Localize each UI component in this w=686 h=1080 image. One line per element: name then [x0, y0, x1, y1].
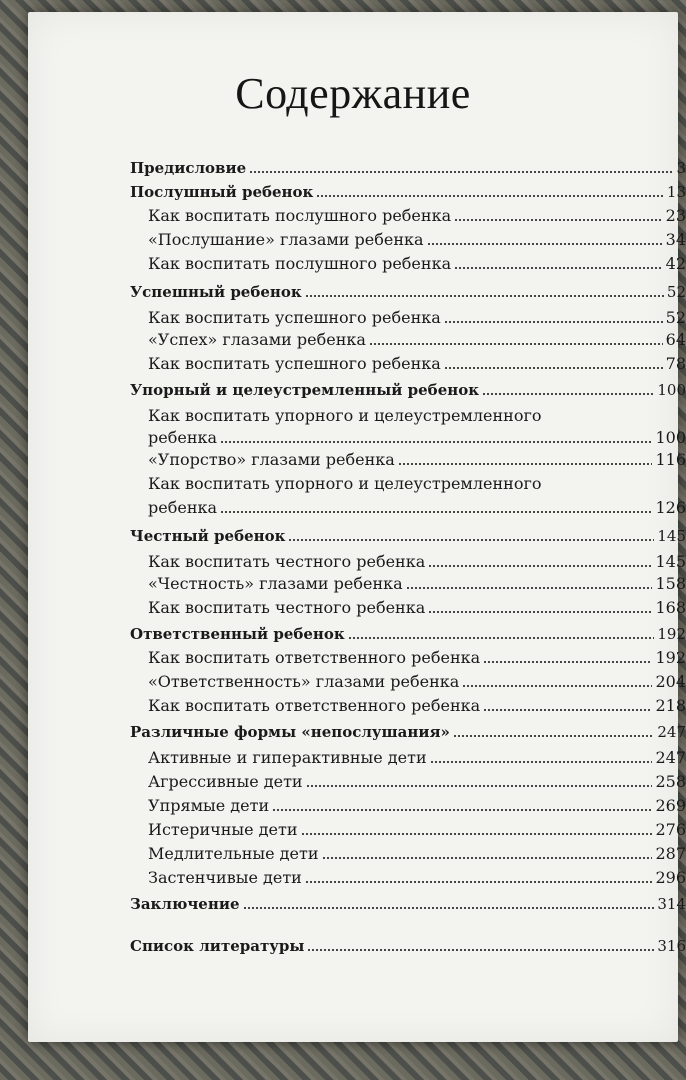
toc-leader-dots: [348, 637, 655, 639]
toc-leader-dots: [301, 833, 653, 835]
toc-page-number: 192: [655, 648, 686, 667]
toc-chapter-row: [130, 892, 686, 914]
toc-entry-label: «Ответственность» глазами ребенка: [148, 672, 460, 691]
toc-entry-label: ребенка: [148, 428, 218, 447]
book-page: [28, 12, 686, 1042]
toc-page-number: 116: [655, 450, 686, 469]
toc-entry-label: Ответственный ребенок: [130, 625, 345, 643]
toc-entry-label: Заключение: [130, 895, 240, 913]
toc-page-number: 23: [665, 206, 686, 225]
toc-page-number: 78: [665, 354, 686, 373]
toc-leader-dots: [444, 321, 663, 323]
toc-page-number: 287: [655, 844, 686, 863]
toc-entry-label: Как воспитать честного ребенка: [148, 598, 426, 617]
toc-entry-label: Предисловие: [130, 159, 247, 177]
toc-page-number: 247: [657, 723, 686, 741]
toc-page-number: 316: [657, 937, 686, 955]
toc-section-row: [130, 770, 686, 792]
toc-section-row: [130, 448, 686, 470]
toc-section-row: [130, 694, 686, 716]
toc-section-row: [130, 794, 686, 816]
toc-leader-dots: [483, 709, 652, 711]
toc-leader-dots: [483, 661, 652, 663]
toc-entry-label: Как воспитать честного ребенка: [148, 552, 426, 571]
toc-leader-dots: [398, 463, 653, 465]
toc-leader-dots: [220, 511, 652, 513]
toc-entry-label: Медлительные дети: [148, 844, 319, 863]
toc-section-row: [130, 252, 686, 274]
toc-entry-label: Как воспитать послушного ребенка: [148, 206, 452, 225]
toc-leader-dots: [430, 761, 653, 763]
toc-page-number: 13: [666, 183, 686, 201]
toc-entry-label: Как воспитать послушного ребенка: [148, 254, 452, 273]
toc-leader-dots: [427, 243, 663, 245]
toc-page-number: 276: [655, 820, 686, 839]
toc-entry-label: Как воспитать упорного и целеустремленного: [148, 474, 542, 493]
toc-leader-dots: [482, 393, 654, 395]
toc-leader-dots: [428, 565, 652, 567]
toc-section-row: [130, 472, 686, 494]
toc-section-row: [130, 550, 686, 572]
toc-page-number: 126: [655, 498, 686, 517]
toc-chapter-row: [130, 180, 686, 202]
toc-page-number: 145: [657, 527, 686, 545]
toc-section-row: [130, 646, 686, 668]
toc-entry-label: Как воспитать успешного ребенка: [148, 354, 441, 373]
toc-entry-label: Список литературы: [130, 937, 305, 955]
toc-section-row: [130, 204, 686, 226]
toc-page-number: 3: [676, 159, 686, 177]
toc-entry-label: Истеричные дети: [148, 820, 298, 839]
toc-entry-label: Послушный ребенок: [130, 183, 314, 201]
toc-section-row: [130, 818, 686, 840]
toc-section-row: [130, 306, 686, 328]
toc-section-row: [130, 866, 686, 888]
toc-page-number: 42: [665, 254, 686, 273]
toc-section-row: [130, 596, 686, 618]
toc-leader-dots: [306, 785, 653, 787]
toc-leader-dots: [272, 809, 652, 811]
toc-entry-label: «Упорство» глазами ребенка: [148, 450, 395, 469]
toc-leader-dots: [406, 587, 653, 589]
toc-section-row: [130, 426, 686, 448]
toc-leader-dots: [444, 367, 663, 369]
toc-page-number: 52: [666, 283, 686, 301]
toc-entry-label: Как воспитать успешного ребенка: [148, 308, 441, 327]
toc-entry-label: Как воспитать ответственного ребенка: [148, 648, 481, 667]
toc-leader-dots: [220, 441, 652, 443]
toc-entry-label: Честный ребенок: [130, 527, 286, 545]
toc-leader-dots: [322, 857, 653, 859]
toc-entry-label: Различные формы «непослушания»: [130, 723, 450, 741]
toc-entry-label: Активные и гиперактивные дети: [148, 748, 427, 767]
toc-entry-label: «Успех» глазами ребенка: [148, 330, 366, 349]
toc-chapter-row: [130, 378, 686, 400]
toc-section-row: [130, 228, 686, 250]
toc-section-row: [130, 670, 686, 692]
toc-page-number: 269: [655, 796, 686, 815]
toc-page-number: 100: [657, 381, 686, 399]
toc-leader-dots: [454, 219, 663, 221]
toc-page-number: 168: [655, 598, 686, 617]
toc-page-number: 64: [665, 330, 686, 349]
toc-page-number: 192: [657, 625, 686, 643]
toc-section-row: [130, 352, 686, 374]
toc-page-number: 204: [655, 672, 686, 691]
toc-leader-dots: [249, 171, 673, 173]
toc-leader-dots: [305, 881, 653, 883]
toc-section-row: [130, 496, 686, 518]
toc-page-number: 218: [655, 696, 686, 715]
toc-entry-label: Застенчивые дети: [148, 868, 302, 887]
toc-page-number: 52: [665, 308, 686, 327]
toc-chapter-row: [130, 720, 686, 742]
toc-leader-dots: [307, 949, 654, 951]
toc-leader-dots: [288, 539, 654, 541]
toc-page-number: 258: [655, 772, 686, 791]
toc-leader-dots: [453, 735, 654, 737]
toc-leader-dots: [316, 195, 664, 197]
toc-entry-label: Успешный ребенок: [130, 283, 302, 301]
page-title: Содержание: [235, 69, 471, 118]
toc-entry-label: ребенка: [148, 498, 218, 517]
toc-chapter-row: [130, 524, 686, 546]
toc-leader-dots: [369, 343, 663, 345]
toc-chapter-row: [130, 934, 686, 956]
toc-entry-label: Как воспитать ответственного ребенка: [148, 696, 481, 715]
toc-entry-label: «Честность» глазами ребенка: [148, 574, 403, 593]
toc-entry-label: Как воспитать упорного и целеустремленного: [148, 406, 542, 425]
toc-page-number: 296: [655, 868, 686, 887]
toc-section-row: [130, 746, 686, 768]
toc-entry-label: «Послушание» глазами ребенка: [148, 230, 424, 249]
toc-page-number: 247: [655, 748, 686, 767]
toc-section-row: [130, 572, 686, 594]
toc-leader-dots: [454, 267, 663, 269]
toc-leader-dots: [428, 611, 652, 613]
toc-page-number: 100: [655, 428, 686, 447]
toc-entry-label: Упрямые дети: [148, 796, 270, 815]
toc-section-row: [130, 842, 686, 864]
toc-leader-dots: [305, 295, 664, 297]
toc-chapter-row: [130, 622, 686, 644]
toc-page-number: 145: [655, 552, 686, 571]
toc-leader-dots: [243, 907, 655, 909]
toc-section-row: [130, 328, 686, 350]
toc-page-number: 34: [665, 230, 686, 249]
toc-chapter-row: [130, 156, 686, 178]
toc-page-number: 314: [657, 895, 686, 913]
toc-chapter-row: [130, 280, 686, 302]
toc-section-row: [130, 404, 686, 426]
toc-entry-label: Упорный и целеустремленный ребенок: [130, 381, 480, 399]
toc-entry-label: Агрессивные дети: [148, 772, 303, 791]
toc-leader-dots: [462, 685, 652, 687]
toc-page-number: 158: [655, 574, 686, 593]
